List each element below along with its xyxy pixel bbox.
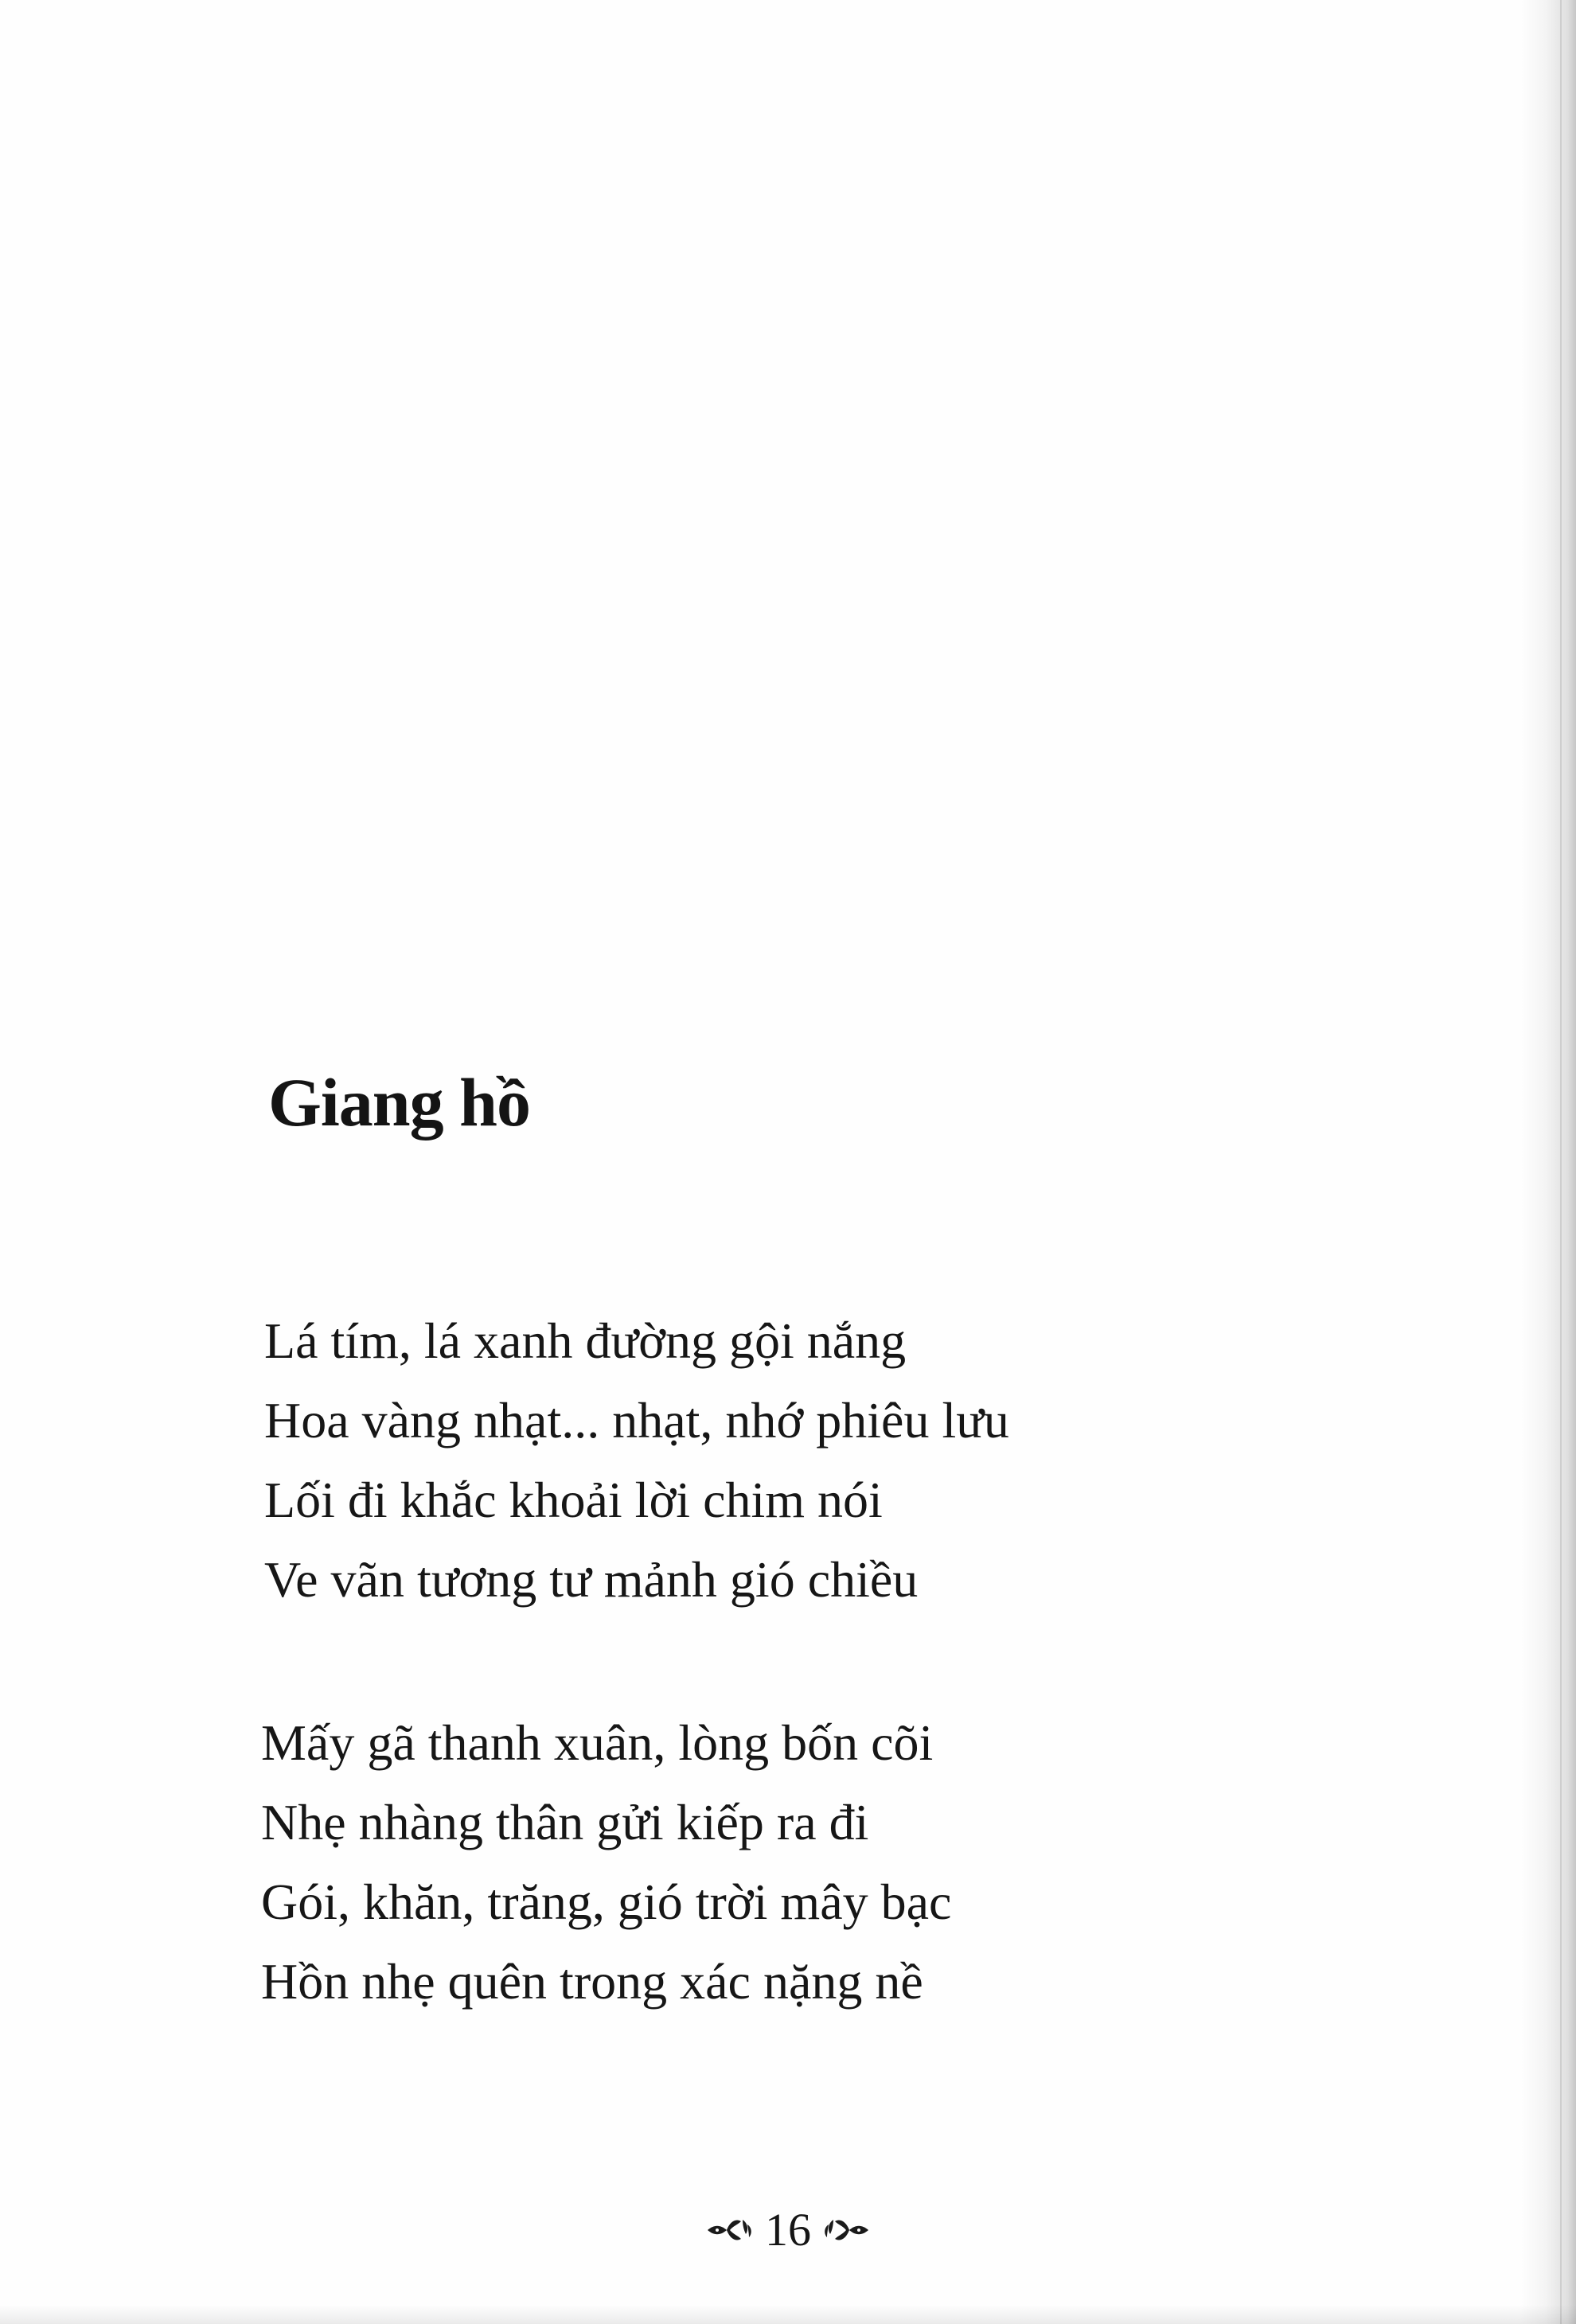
poem-line: Mấy gã thanh xuân, lòng bốn cõi [261,1714,934,1771]
poem-line: Gói, khăn, trăng, gió trời mây bạc [261,1874,952,1930]
poem-line: Lối đi khắc khoải lời chim nói [264,1472,883,1528]
poem-line: Ve vãn tương tư mảnh gió chiều [264,1551,919,1608]
page-bottom-shadow [0,2305,1576,2324]
poem-line: Hồn nhẹ quên trong xác nặng nề [261,1953,923,2010]
poem-line: Hoa vàng nhạt... nhạt, nhớ phiêu lưu [264,1392,1009,1449]
floral-ornament-left-icon [706,2213,754,2247]
stanza-2 [261,1703,951,2022]
page-number: 16 [765,2204,811,2256]
page-edge-shadow [1520,0,1576,2324]
poem-line: Nhẹ nhàng thân gửi kiếp ra đi [261,1794,869,1850]
poem-line: Lá tím, lá xanh đường gội nắng [264,1312,907,1369]
page-edge-line [1560,0,1562,2324]
stanza-1 [261,1301,1009,1620]
floral-ornament-right-icon [822,2213,870,2247]
poem-title: Giang hồ [268,1064,530,1141]
page-footer [0,2198,1576,2262]
